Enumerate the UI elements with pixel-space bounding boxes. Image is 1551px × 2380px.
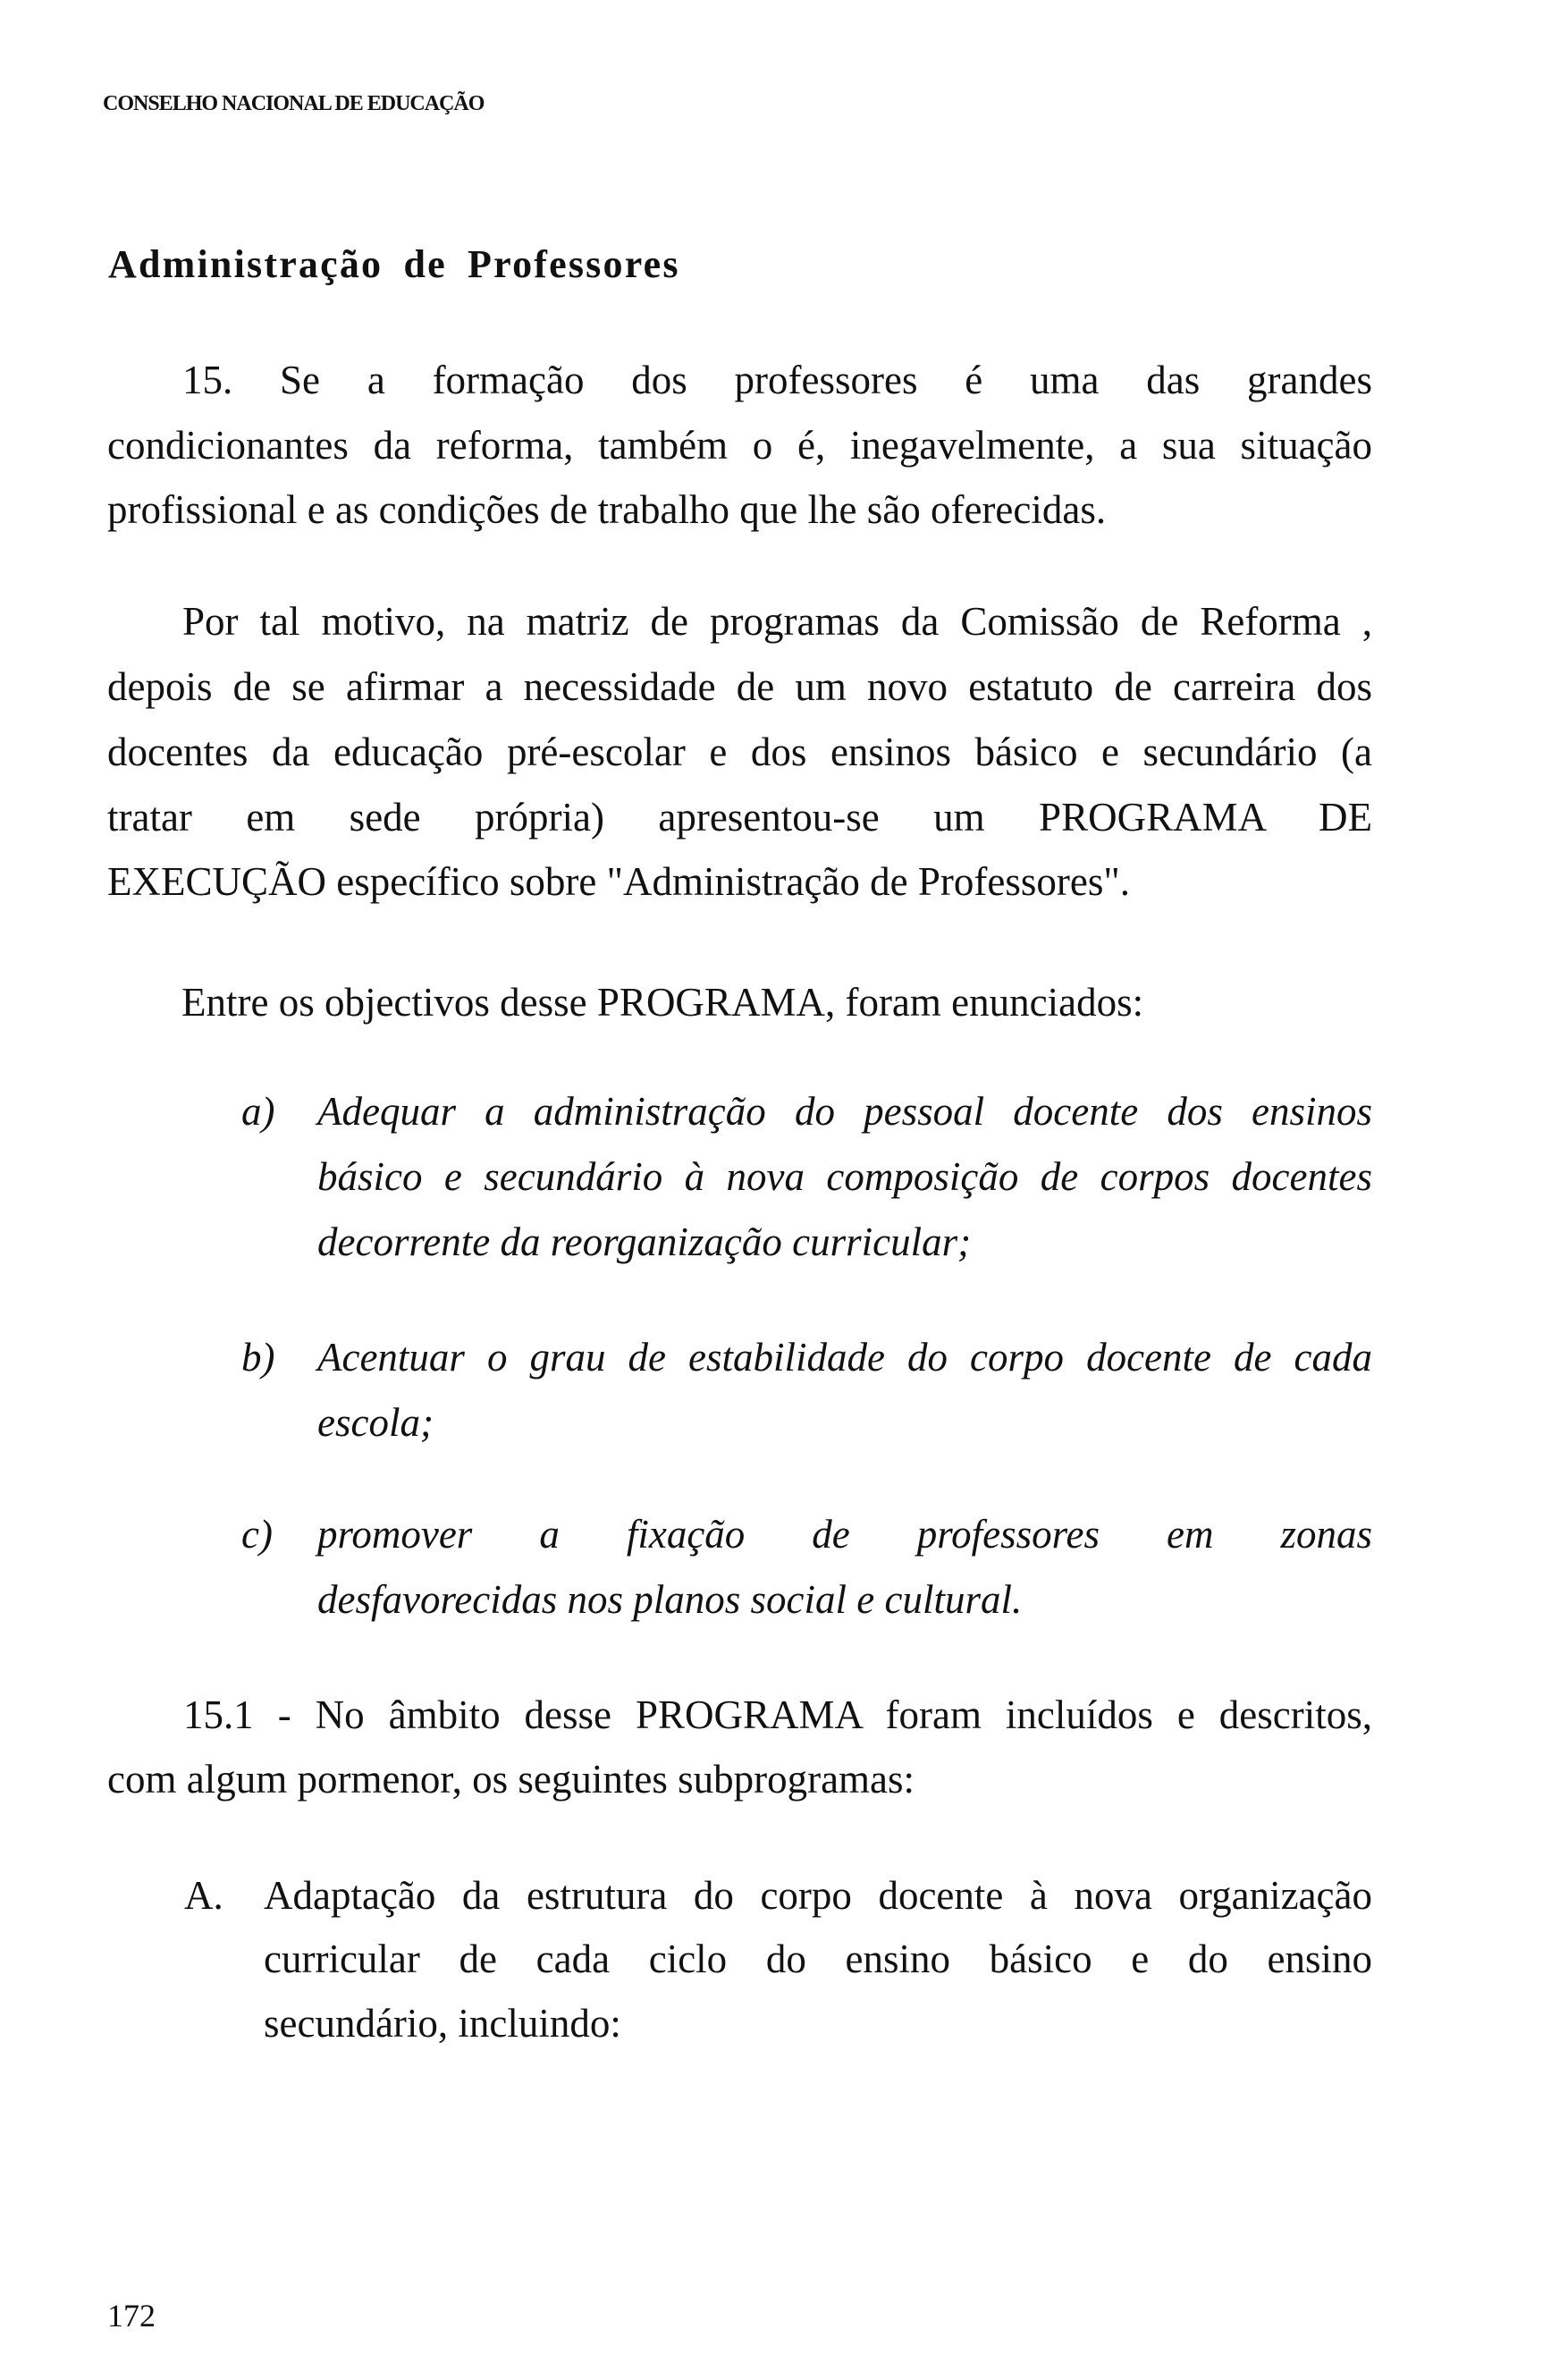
text-line: condicionantes da reforma, também o é, inegavelmente, a sua situação [107,423,1372,468]
text-line: Acentuar o grau de estabilidade do corpo docente de cada [317,1335,1372,1380]
text-line: promover a fixação de professores em zonas [317,1512,1372,1557]
text-line: Adequar a administração do pessoal docente dos ensinos [317,1089,1372,1134]
list-marker: A. [184,1873,223,1918]
page-number: 172 [107,2298,156,2334]
text-line: profissional e as condições de trabalho que lhe são oferecidas. [107,487,1107,532]
list-marker: a) [241,1089,275,1134]
section-title: Administração de Professores [108,242,680,286]
text-line: docentes da educação pré-escolar e dos ensinos básico e secundário (a [107,730,1372,774]
text-line: desfavorecidas nos planos social e cultural. [317,1577,1023,1622]
text-line: EXECUÇÃO específico sobre "Administração de Professores". [107,859,1130,904]
text-line: tratar em sede própria) apresentou-se um PROGRAMA DE [107,795,1372,840]
text-line: com algum pormenor, os seguintes subprogramas: [107,1757,915,1802]
text-line: escola; [317,1400,434,1445]
text-line: Entre os objectivos desse PROGRAMA, foram enunciados: [181,980,1144,1025]
text-line: secundário, incluindo: [264,2001,621,2046]
text-line: 15. Se a formação dos professores é uma das grandes [182,358,1372,402]
text-line: Por tal motivo, na matriz de programas da Comissão de Reforma , [182,599,1372,644]
list-marker: c) [241,1512,273,1557]
text-line: depois de se afirmar a necessidade de um novo estatuto de carreira dos [107,664,1372,709]
text-line: 15.1 - No âmbito desse PROGRAMA foram incluídos e descritos, [183,1692,1372,1737]
list-marker: b) [241,1335,275,1380]
text-line: básico e secundário à nova composição de corpos docentes [317,1154,1372,1199]
text-line: Adaptação da estrutura do corpo docente à nova organização [264,1873,1372,1918]
running-header: CONSELHO NACIONAL DE EDUCAÇÃO [103,92,485,115]
text-line: decorrente da reorganização curricular; [317,1220,972,1264]
text-line: curricular de cada ciclo do ensino básico e do ensino [264,1937,1372,1981]
